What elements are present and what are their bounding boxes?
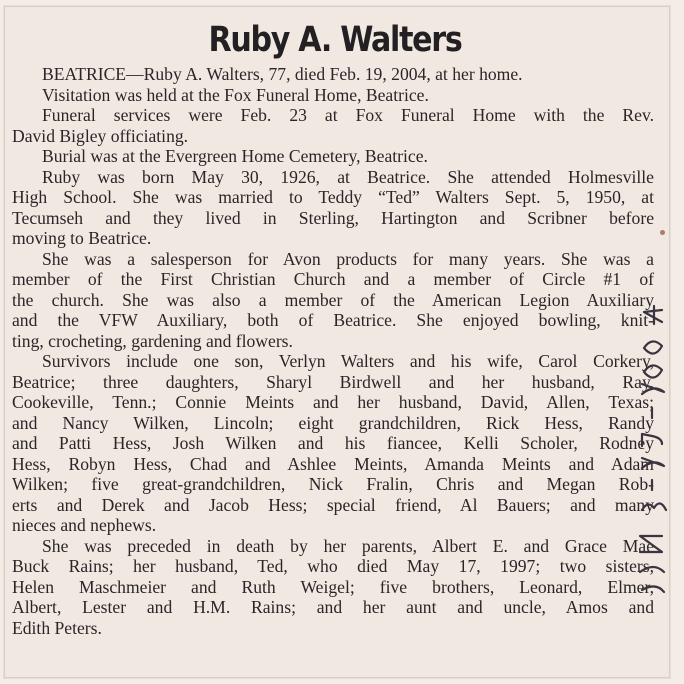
text-line: Funeral services were Feb. 23 at Fox Funeral Home with the Rev. bbox=[42, 105, 654, 125]
paragraph bbox=[12, 536, 654, 639]
text-line: member of the First Christian Church and a member of Circle #1 of bbox=[12, 269, 654, 289]
text-line: Visitation was held at the Fox Funeral Home, Beatrice. bbox=[42, 84, 429, 105]
text-line: erts and Derek and Jacob Hess; special friend, Al Bauers; and many bbox=[12, 494, 654, 515]
text-line: and Patti Hess, Josh Wilken and his fiancee, Kelli Scholer, Rodney bbox=[12, 433, 654, 453]
paragraph bbox=[12, 167, 654, 249]
text-line: David Bigley officiating. bbox=[12, 125, 189, 146]
text-line: BEATRICE—Ruby A. Walters, 77, died Feb. 19, 2004, at her home. bbox=[42, 64, 523, 84]
text-line: Survivors include one son, Verlyn Walters and his wife, Carol Corkery, bbox=[42, 351, 654, 371]
text-line: Wilken; five great-grandchildren, Nick Fralin, Chris and Megan Rob- bbox=[12, 474, 654, 494]
text-line: nieces and nephews. bbox=[12, 515, 157, 535]
paragraph bbox=[12, 249, 654, 352]
text-line: and Nancy Wilken, Lincoln; eight grandchildren, Rick Hess, Randy bbox=[12, 412, 654, 433]
text-line: Albert, Lester and H.M. Rains; and her aunt and uncle, Amos and bbox=[12, 597, 654, 617]
paragraph bbox=[12, 85, 654, 106]
obituary-title: Ruby A. Walters bbox=[208, 20, 462, 60]
paragraph bbox=[12, 146, 654, 167]
text-line: Edith Peters. bbox=[12, 617, 102, 638]
text-line: and the VFW Auxiliary, both of Beatrice. She enjoyed bowling, knit- bbox=[12, 310, 654, 330]
text-line: Helen Maschmeier and Ruth Weigel; five brothers, Leonard, Elmer, bbox=[12, 576, 654, 597]
text-line: ting, crocheting, gardening and flowers. bbox=[12, 330, 293, 351]
text-line: She was a salesperson for Avon products for many years. She was a bbox=[42, 248, 654, 269]
ink-spot bbox=[660, 230, 665, 235]
text-line: Cookeville, Tenn.; Connie Meints and her husband, David, Allen, Texas; bbox=[12, 392, 654, 412]
text-line: High School. She was married to Teddy “Ted” Walters Sept. 5, 1950, at bbox=[12, 187, 654, 207]
paragraph bbox=[12, 351, 654, 536]
text-line: Burial was at the Evergreen Home Cemetery, Beatrice. bbox=[42, 146, 428, 166]
text-line: Hess, Robyn Hess, Chad and Ashlee Meints, Amanda Meints and Adam bbox=[12, 453, 654, 474]
text-line: the church. She was also a member of the American Legion Auxiliary bbox=[12, 289, 654, 310]
handwritten-date-note bbox=[632, 290, 674, 600]
obituary-body bbox=[12, 64, 654, 638]
text-line: Buck Rains; her husband, Ted, who died May 17, 1997; two sisters, bbox=[12, 556, 654, 576]
text-line: Tecumseh and they lived in Sterling, Hartington and Scribner before bbox=[12, 207, 654, 228]
paragraph bbox=[12, 64, 654, 85]
text-line: Ruby was born May 30, 1926, at Beatrice. She attended Holmesville bbox=[42, 166, 654, 187]
text-line: Beatrice; three daughters, Sharyl Birdwell and her husband, Ray, bbox=[12, 371, 654, 392]
text-line: She was preceded in death by her parents, Albert E. and Grace Mae bbox=[42, 535, 654, 556]
text-line: moving to Beatrice. bbox=[12, 228, 152, 248]
paragraph bbox=[12, 105, 654, 146]
